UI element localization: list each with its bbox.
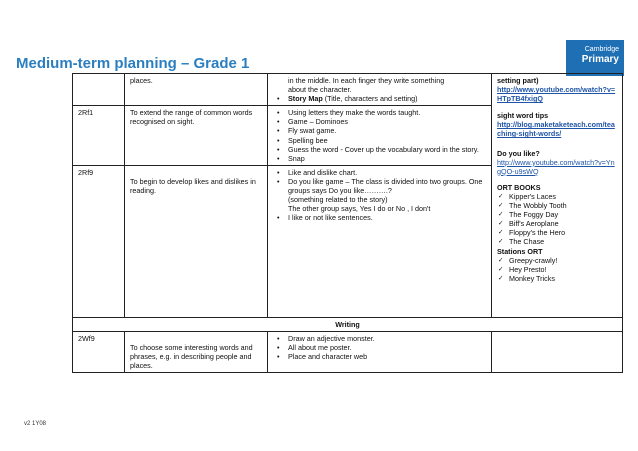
- list-item: • Snap: [273, 154, 486, 163]
- resource-heading: Stations ORT: [497, 246, 543, 256]
- objective-text: places.: [130, 76, 153, 85]
- list-item: ✓ The Wobbly Tooth: [497, 201, 617, 210]
- story-map-detail: (Title, characters and setting): [322, 94, 418, 104]
- objective-cell: [125, 74, 268, 106]
- list-item: ✓ Biff's Aeroplane: [497, 219, 617, 228]
- list-item: • Draw an adjective monster.: [273, 334, 486, 343]
- resource-heading: sight word tips: [497, 111, 549, 121]
- table-row: [73, 74, 623, 106]
- resource-heading: Do you like?: [497, 148, 540, 158]
- planning-table: [72, 73, 623, 373]
- activity-text: (something related to the story): [288, 195, 388, 205]
- version-footer: v2 1Y08: [24, 421, 47, 427]
- activity-cell: [268, 165, 492, 317]
- list-item: • I like or not like sentences.: [273, 213, 486, 222]
- objective-cell: [125, 331, 268, 372]
- list-item: ✓ Greepy-crawly!: [497, 256, 617, 265]
- list-item: • Do you like game – The class is divided into two groups. One groups says Do you like……….?: [273, 177, 486, 195]
- list-item: ✓ Hey Presto!: [497, 265, 617, 274]
- list-item: [273, 94, 486, 103]
- objective-text: To choose some interesting words and phrases, e.g. in describing people and places.: [130, 342, 253, 371]
- list-item: ✓ Kipper's Laces: [497, 192, 617, 201]
- resource-text: setting part): [497, 76, 539, 85]
- activity-text: about the character.: [288, 85, 352, 95]
- resources-cell: [492, 74, 623, 318]
- section-heading: Writing: [73, 317, 623, 331]
- objective-text: To begin to develop likes and dislikes in reading.: [130, 176, 256, 195]
- code-cell: [73, 74, 125, 106]
- list-item: • Fly swat game.: [273, 126, 486, 135]
- table-row: [73, 331, 623, 372]
- list-item: • All about me poster.: [273, 343, 486, 352]
- code-cell: 2Wf9: [73, 331, 125, 372]
- activity-cell: [268, 331, 492, 372]
- list-item: • Guess the word - Cover up the vocabulary word in the story.: [273, 145, 486, 154]
- list-item: • Using letters they make the words taught.: [273, 108, 486, 117]
- logo-line-1: Cambridge: [584, 46, 619, 53]
- list-item: • Like and dislike chart.: [273, 168, 486, 177]
- activity-text: The other group says, Yes I do or No , I don't: [288, 204, 431, 214]
- activity-cell: [268, 106, 492, 166]
- list-item: • Place and character web: [273, 352, 486, 361]
- code-cell: 2Rf1: [73, 106, 125, 166]
- activity-text: in the middle. In each finger they write something: [288, 76, 445, 85]
- code-cell: 2Rf9: [73, 165, 125, 317]
- list-item: • Game – Dominoes: [273, 117, 486, 126]
- page-title: Medium-term planning – Grade 1: [16, 55, 250, 72]
- resources-cell: [492, 331, 623, 372]
- list-item: ✓ The Chase: [497, 237, 617, 246]
- list-item: ✓ The Foggy Day: [497, 210, 617, 219]
- resource-link[interactable]: http://www.youtube.com/watch?v=YngQO-u9sWQ: [497, 157, 615, 176]
- logo-line-2: Primary: [581, 54, 619, 65]
- objective-cell: To extend the range of common words recognised on sight.: [125, 106, 268, 166]
- table-row: [73, 317, 623, 331]
- objective-cell: [125, 165, 268, 317]
- list-item: • Spelling bee: [273, 136, 486, 145]
- resource-link[interactable]: http://www.youtube.com/watch?v=HTpTB4fxigQ: [497, 85, 616, 104]
- resource-heading: ORT BOOKS: [497, 182, 541, 192]
- story-map-label: Story Map: [288, 94, 323, 104]
- list-item: ✓ Monkey Tricks: [497, 274, 617, 283]
- activity-cell: [268, 74, 492, 106]
- list-item: ✓ Floppy's the Hero: [497, 228, 617, 237]
- resource-link[interactable]: http://blog.maketaketeach.com/teaching-sight-words/: [497, 120, 615, 139]
- cambridge-primary-logo: [566, 40, 624, 76]
